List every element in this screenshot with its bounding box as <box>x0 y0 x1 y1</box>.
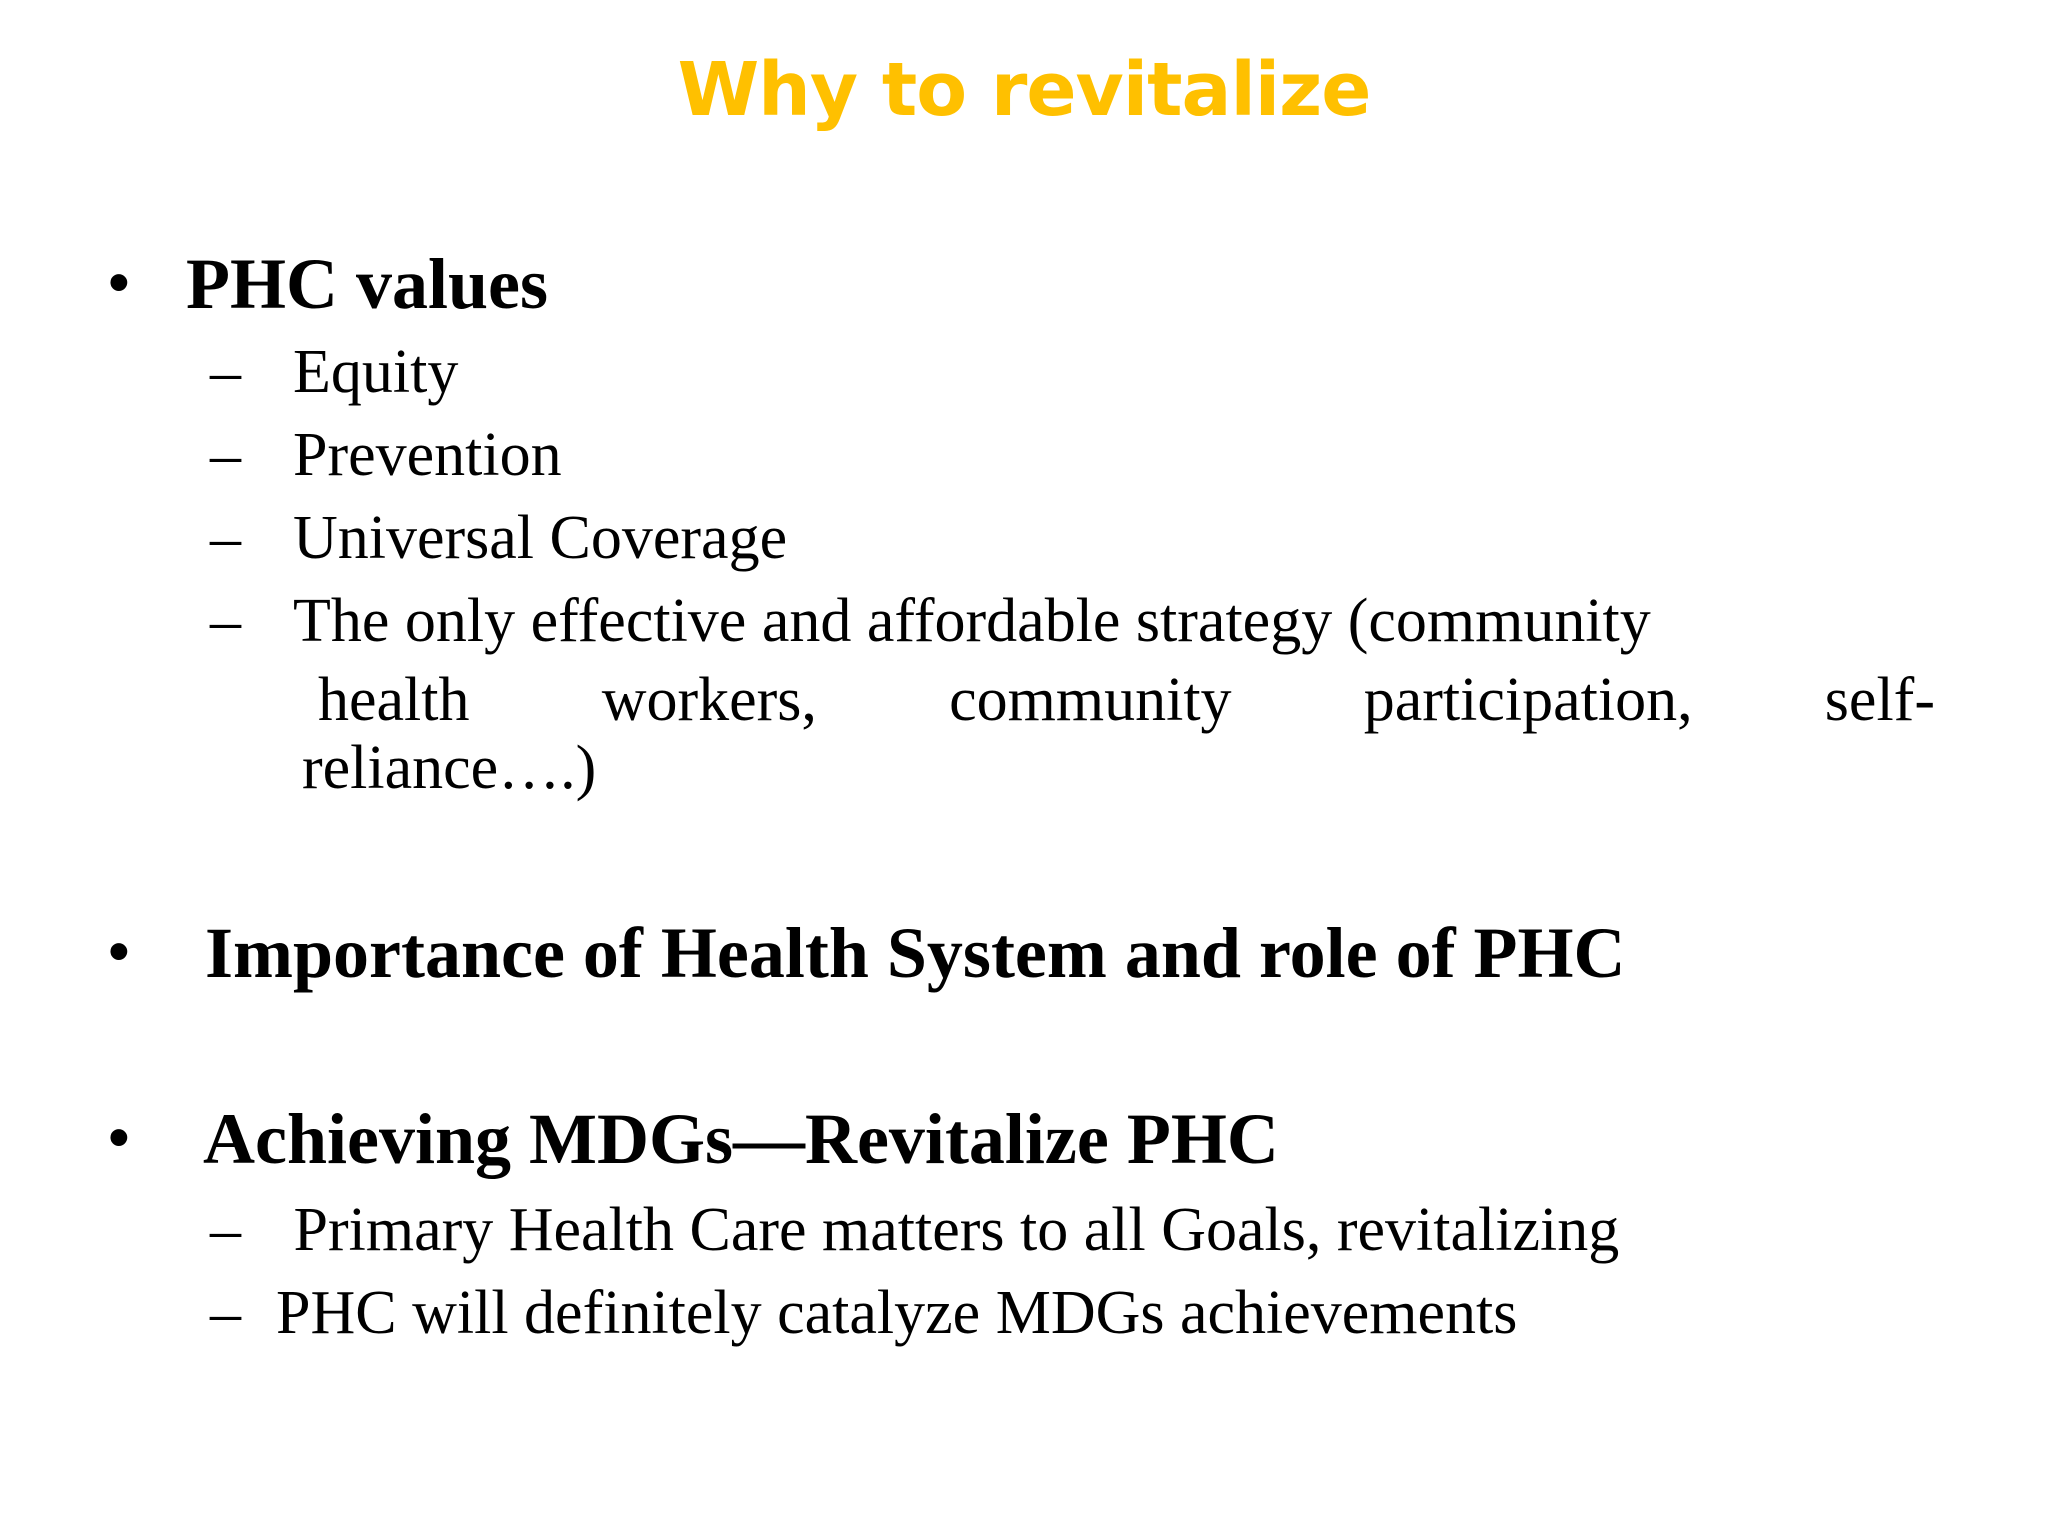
sub-item-primary-health-care: Primary Health Care matters to all Goals, revitalizing <box>278 1196 1620 1264</box>
strategy-continuation-line <box>318 665 1935 735</box>
slide-title: Why to revitalize <box>677 47 1371 133</box>
continuation-word: health <box>318 666 470 734</box>
strategy-continuation-last-line: reliance….) <box>302 734 597 802</box>
sub-marker: – <box>210 504 241 572</box>
sub-item-prevention: Prevention <box>293 421 562 489</box>
sub-marker: – <box>210 587 241 655</box>
bullet-achieving-mdgs: Achieving MDGs—Revitalize PHC <box>203 1099 1279 1179</box>
sub-item-universal-coverage: Universal Coverage <box>293 504 788 572</box>
bullet-marker: • <box>108 248 130 317</box>
continuation-word: participation, <box>1363 666 1693 734</box>
bullet-marker: • <box>108 1103 130 1172</box>
sub-marker: – <box>210 338 241 406</box>
bullet-marker: • <box>108 917 130 986</box>
continuation-word: self- <box>1824 666 1935 734</box>
sub-item-catalyze-mdgs: PHC will definitely catalyze MDGs achievements <box>276 1279 1518 1347</box>
sub-item-strategy: The only effective and affordable strategy (community <box>293 587 1651 655</box>
sub-marker: – <box>210 421 241 489</box>
continuation-word: workers, <box>601 666 817 734</box>
sub-marker: – <box>210 1279 241 1347</box>
sub-marker: – <box>210 1196 241 1264</box>
bullet-health-system: Importance of Health System and role of PHC <box>205 913 1626 993</box>
sub-item-equity: Equity <box>293 338 459 406</box>
bullet-phc-values: PHC values <box>186 244 549 324</box>
continuation-word: community <box>949 666 1232 734</box>
